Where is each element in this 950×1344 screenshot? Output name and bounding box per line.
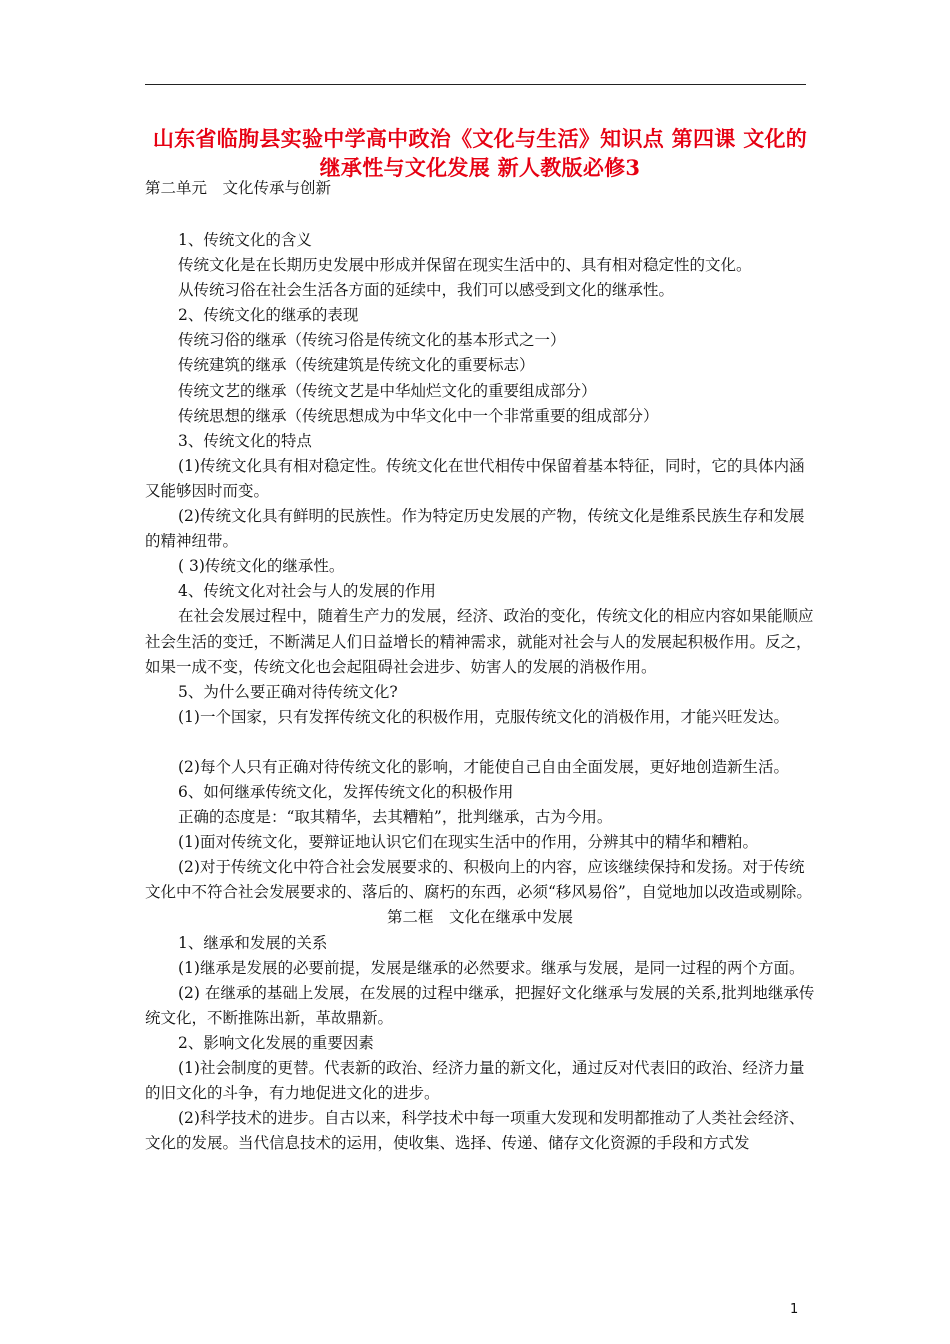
paragraph: 正确的态度是：“取其精华，去其糟粕”，批判继承，古为今用。: [178, 808, 613, 827]
document-body: [145, 228, 815, 1156]
section-heading: 5、为什么要正确对待传统文化?: [178, 682, 398, 701]
paragraph: 传统文化是在长期历史发展中形成并保留在现实生活中的、具有相对稳定性的文化。: [178, 256, 752, 275]
paragraph: (1)面对传统文化，要辩证地认识它们在现实生活中的作用，分辨其中的精华和糟粕。: [178, 833, 758, 852]
section-heading: 1、继承和发展的关系: [178, 933, 328, 952]
unit-heading: 第二单元 文化传承与创新: [145, 179, 332, 197]
paragraph: 传统文艺的继承（传统文艺是中华灿烂文化的重要组成部分）: [178, 381, 597, 400]
paragraph: (1)传统文化具有相对稳定性。传统文化在世代相传中保留着基本特征，同时，它的具体内涵又能够因时而变。: [145, 456, 805, 500]
paragraph: (1)一个国家，只有发挥传统文化的积极作用，克服传统文化的消极作用，才能兴旺发达。: [178, 707, 789, 726]
paragraph: (2)科学技术的进步。自古以来，科学技术中每一项重大发现和发明都推动了人类社会经济、文化的发展。当代信息技术的运用，使收集、选择、传递、储存文化资源的手段和方式发: [145, 1109, 805, 1153]
header-rule: [145, 84, 806, 85]
section-heading: 2、传统文化的继承的表现: [178, 306, 359, 325]
paragraph: (2)传统文化具有鲜明的民族性。作为特定历史发展的产物，传统文化是维系民族生存和发展的精神纽带。: [145, 507, 805, 551]
section-heading: 6、如何继承传统文化，发挥传统文化的积极作用: [178, 782, 514, 801]
section-heading: 4、传统文化对社会与人的发展的作用: [178, 582, 436, 601]
paragraph: (2)对于传统文化中符合社会发展要求的、积极向上的内容，应该继续保持和发扬。对于传统文化中不符合社会发展要求的、落后的、腐朽的东西，必须“移风易俗”，自觉地加以改造或剔除。: [145, 858, 812, 902]
paragraph: (1)继承是发展的必要前提，发展是继承的必然要求。继承与发展，是同一过程的两个方面。: [178, 958, 805, 977]
document-title: 山东省临朐县实验中学高中政治《文化与生活》知识点 第四课 文化的继承性与文化发展 新人教版必修3: [152, 126, 808, 180]
page-number: 1: [790, 1302, 799, 1317]
section-heading: 1、传统文化的含义: [178, 231, 312, 249]
subsection-title: 第二框 文化在继承中发展: [386, 908, 573, 927]
paragraph: (2)每个人只有正确对待传统文化的影响，才能使自己自由全面发展，更好地创造新生活。: [178, 757, 789, 776]
paragraph: (2) 在继承的基础上发展，在发展的过程中继承，把握好文化继承与发展的关系,批判地继承传统文化，不断推陈出新，革故鼎新。: [145, 983, 815, 1027]
section-heading: 3、传统文化的特点: [178, 431, 312, 450]
blank-line: [145, 730, 815, 755]
paragraph: ( 3)传统文化的继承性。: [178, 557, 345, 576]
paragraph: 从传统习俗在社会生活各方面的延续中，我们可以感受到文化的继承性。: [178, 281, 675, 300]
paragraph: 在社会发展过程中，随着生产力的发展，经济、政治的变化，传统文化的相应内容如果能顺应社会生活的变迁，不断满足人们日益增长的精神需求，就能对社会与人的发展起积极作用。反之，如果一成不变，传统文化也会起阻碍社会进步、妨害人的发展的消极作用。: [145, 607, 814, 676]
paragraph: 传统习俗的继承（传统习俗是传统文化的基本形式之一）: [178, 331, 566, 350]
paragraph: (1)社会制度的更替。代表新的政治、经济力量的新文化，通过反对代表旧的政治、经济力量的旧文化的斗争，有力地促进文化的进步。: [145, 1059, 805, 1103]
paragraph: 传统建筑的继承（传统建筑是传统文化的重要标志）: [178, 356, 535, 375]
section-heading: 2、影响文化发展的重要因素: [178, 1033, 374, 1052]
paragraph: 传统思想的继承（传统思想成为中华文化中一个非常重要的组成部分）: [178, 406, 659, 425]
